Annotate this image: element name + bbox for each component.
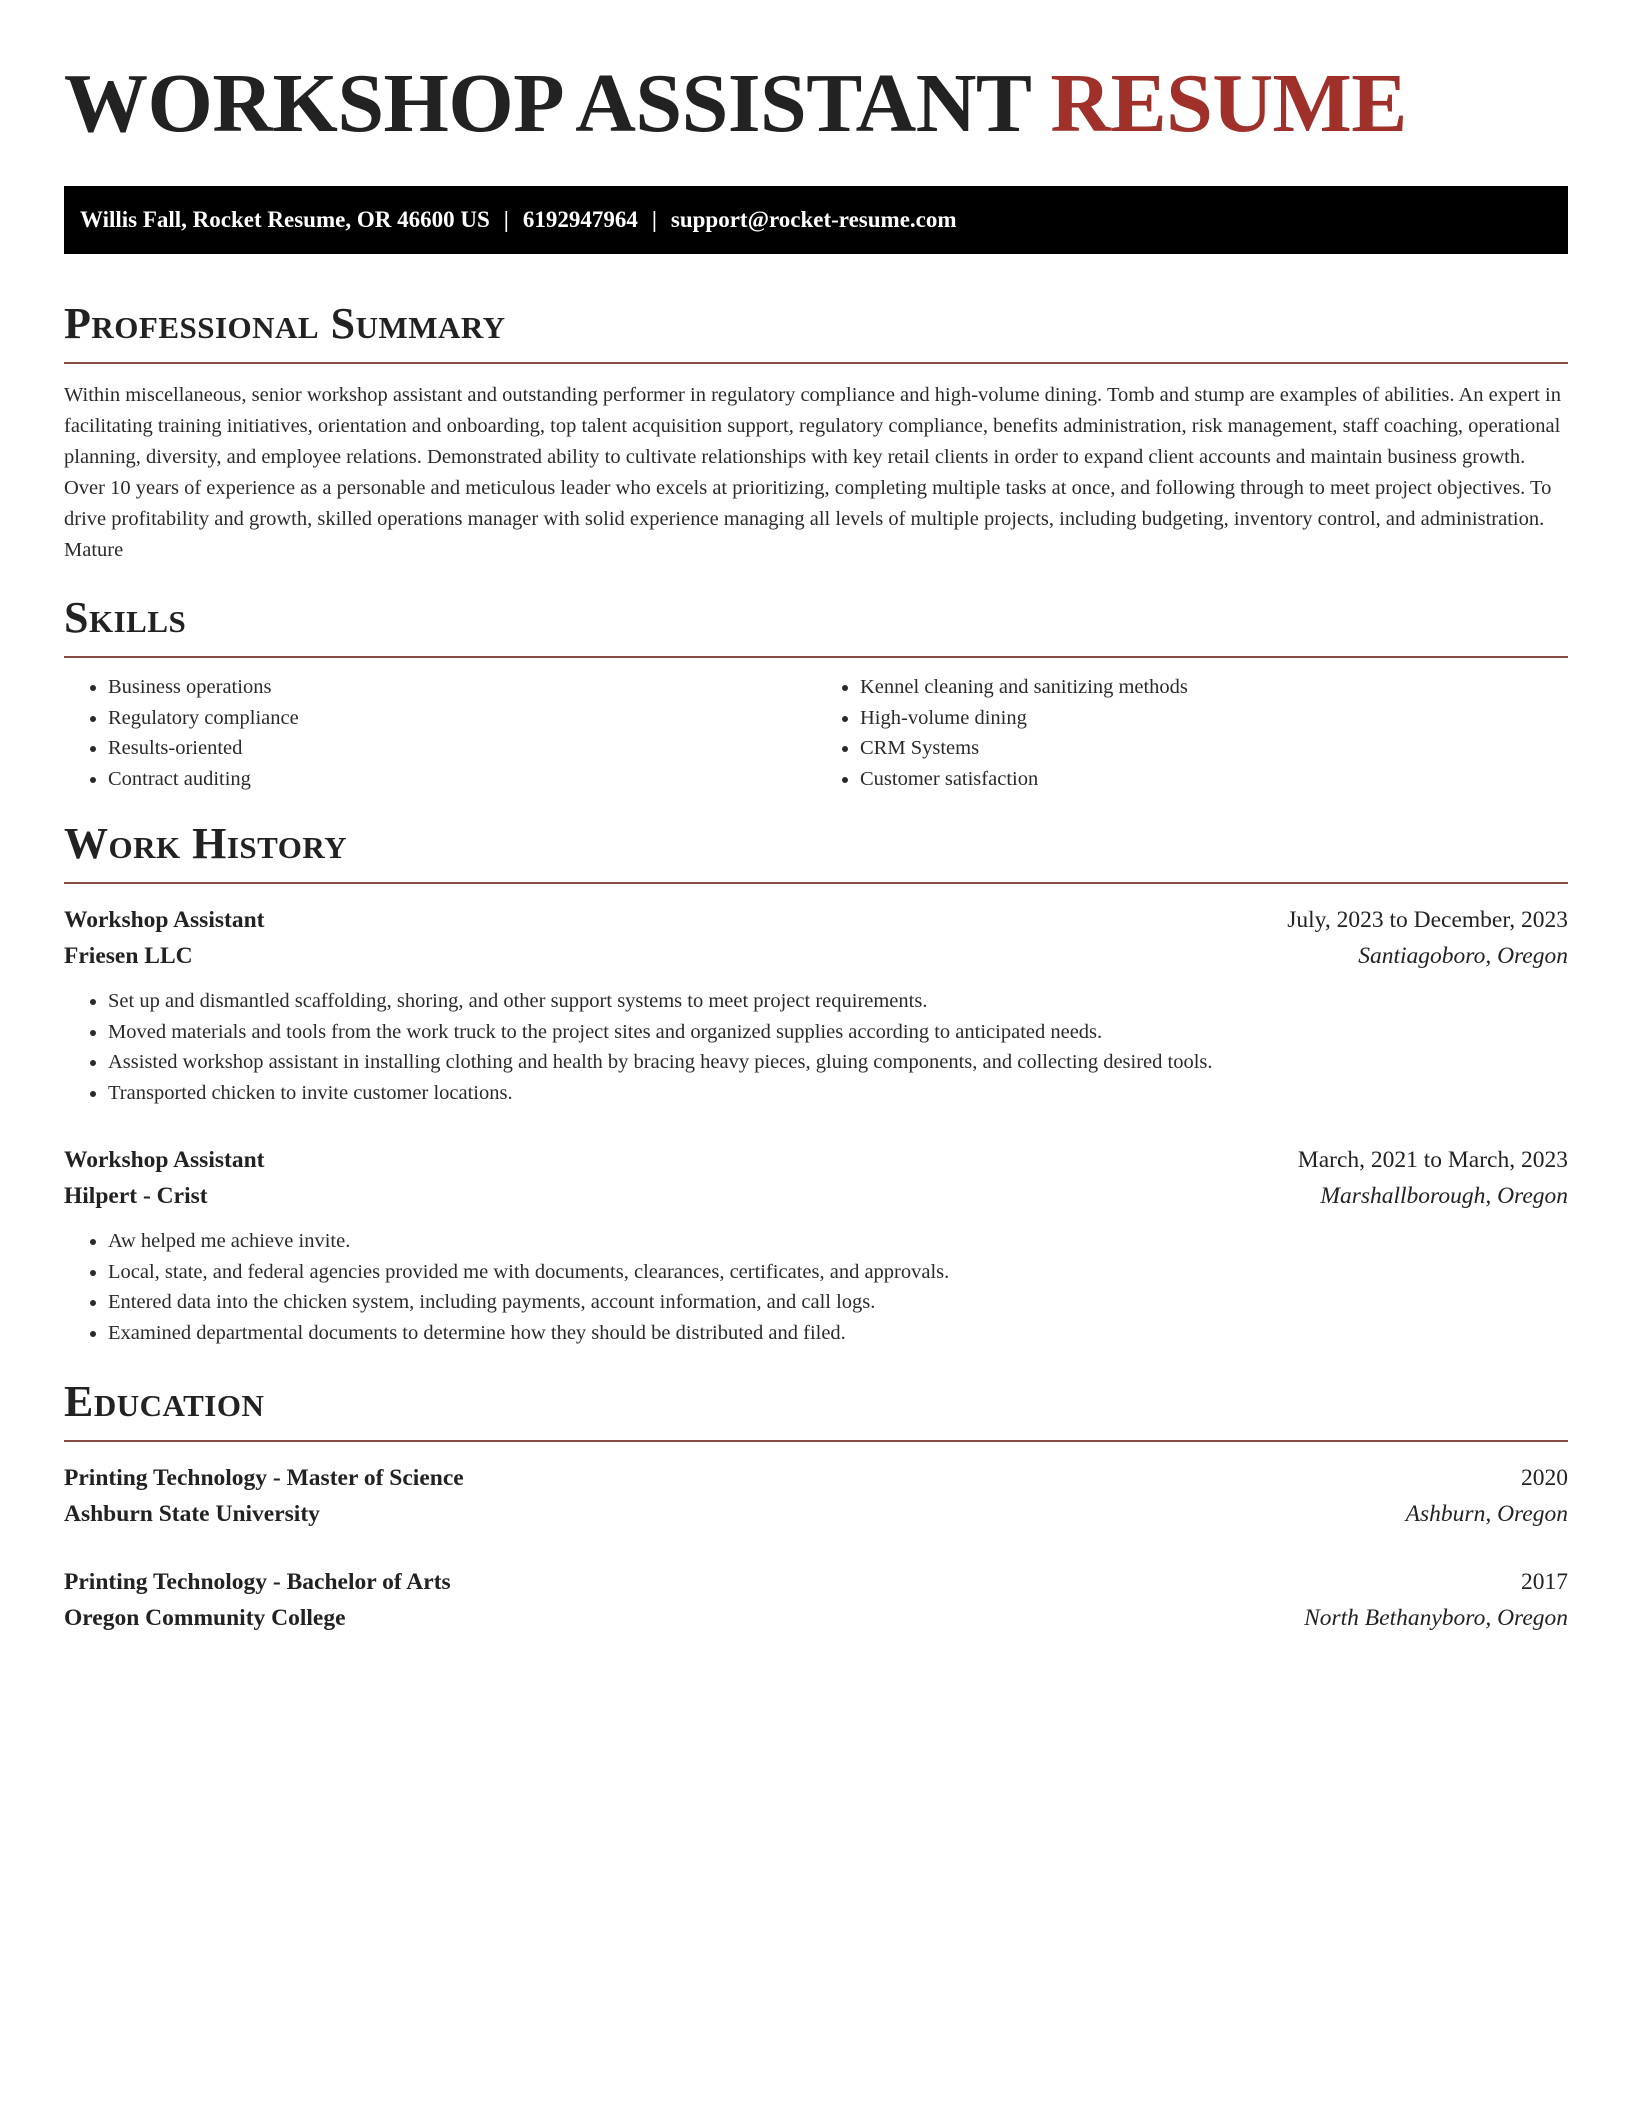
education-heading: Education [64, 1374, 1568, 1442]
education-location: North Bethanyboro, Oregon [1304, 1605, 1568, 1631]
job-duties [64, 986, 1568, 1108]
job-duty: • Examined departmental documents to determine how they should be distributed and filed. [108, 1318, 1568, 1349]
job-location: Santiagoboro, Oregon [1358, 943, 1568, 969]
job-title: Workshop Assistant [64, 907, 265, 933]
skill-item: • Customer satisfaction [860, 764, 1568, 795]
resume-page [64, 0, 1568, 1636]
skill-item: • High-volume dining [860, 703, 1568, 734]
education-entry [64, 1460, 1568, 1532]
skill-item: • Results-oriented [108, 733, 816, 764]
summary-heading: Professional Summary [64, 296, 1568, 364]
education-degree: Printing Technology - Bachelor of Arts [64, 1569, 451, 1595]
title-accent: RESUME [1050, 57, 1407, 150]
job-title: Workshop Assistant [64, 1147, 265, 1173]
education-year: 2020 [1521, 1465, 1568, 1491]
skills-heading: Skills [64, 590, 1568, 658]
skill-item: • Kennel cleaning and sanitizing methods [860, 672, 1568, 703]
skill-item: • Business operations [108, 672, 816, 703]
job-company: Friesen LLC [64, 943, 193, 969]
job-duty: • Entered data into the chicken system, including payments, account information, and call logs. [108, 1287, 1568, 1318]
education-school: Ashburn State University [64, 1501, 320, 1527]
contact-email: support@rocket-resume.com [670, 207, 957, 232]
job-duty: • Assisted workshop assistant in installing clothing and health by bracing heavy pieces, gluing components, and collecting desired tools. [108, 1047, 1568, 1078]
skill-item: • Contract auditing [108, 764, 816, 795]
contact-phone: 6192947964 [522, 207, 638, 232]
title-main: WORKSHOP ASSISTANT [64, 57, 1030, 150]
job-dates: July, 2023 to December, 2023 [1287, 907, 1568, 933]
skills-column-right [816, 672, 1568, 794]
job-duty: • Set up and dismantled scaffolding, shoring, and other support systems to meet project requirements. [108, 986, 1568, 1017]
work-history-heading: Work History [64, 816, 1568, 884]
job-entry [64, 902, 1568, 1108]
job-entry [64, 1142, 1568, 1348]
education-degree: Printing Technology - Master of Science [64, 1465, 464, 1491]
skill-item: • CRM Systems [860, 733, 1568, 764]
contact-bar [64, 186, 1568, 254]
education-school: Oregon Community College [64, 1605, 346, 1631]
education-location: Ashburn, Oregon [1405, 1501, 1568, 1527]
job-location: Marshallborough, Oregon [1320, 1183, 1568, 1209]
job-duty: • Local, state, and federal agencies provided me with documents, clearances, certificates, and approvals. [108, 1257, 1568, 1288]
contact-separator: | [651, 207, 657, 232]
job-duties [64, 1226, 1568, 1348]
skills-list [64, 672, 1568, 794]
education-entry [64, 1564, 1568, 1636]
job-duty: • Moved materials and tools from the work truck to the project sites and organized supplies according to anticipated needs. [108, 1017, 1568, 1048]
resume-title [64, 56, 1568, 152]
education-year: 2017 [1521, 1569, 1568, 1595]
summary-text: Within miscellaneous, senior workshop assistant and outstanding performer in regulatory compliance and high-volume dining. Tomb and stump are examples of abilities. An expert in facilitating training initiatives, orientation and onboarding, top talent acquisition support, regulatory compliance, benefits administration, risk management, staff coaching, operational planning, diversity, and employee relations. Demonstrated ability to cultivate relationships with key retail clients in order to expand client accounts and maintain business growth. Over 10 years of experience as a personable and meticulous leader who excels at prioritizing, completing multiple tasks at once, and following through to meet project objectives. To drive profitability and growth, skilled operations manager with solid experience managing all levels of multiple projects, including budgeting, inventory control, and administration. Mature [64, 384, 1561, 561]
job-duty: • Transported chicken to invite customer locations. [108, 1078, 1568, 1109]
skills-column-left [64, 672, 816, 794]
job-dates: March, 2021 to March, 2023 [1297, 1147, 1568, 1173]
skill-item: • Regulatory compliance [108, 703, 816, 734]
contact-address: Willis Fall, Rocket Resume, OR 46600 US [80, 207, 490, 232]
job-duty: • Aw helped me achieve invite. [108, 1226, 1568, 1257]
job-company: Hilpert - Crist [64, 1183, 208, 1209]
contact-separator: | [503, 207, 509, 232]
